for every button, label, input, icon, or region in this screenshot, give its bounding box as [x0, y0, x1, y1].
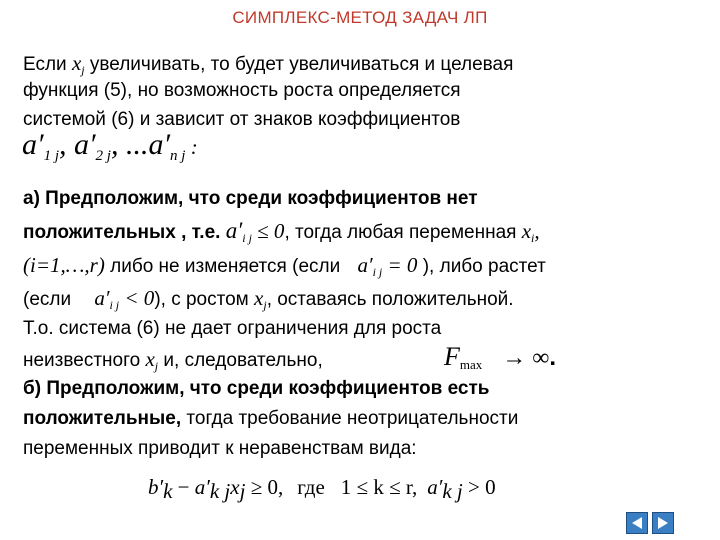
para1-line1 — [23, 52, 513, 76]
eq-zero: $a'_{i j} = 0$ — [357, 253, 418, 279]
para1-text-b: увеличивать, то будет увеличиваться и целевая — [84, 54, 514, 75]
case-a-line2 — [23, 220, 540, 244]
case-a-l6b: и, следовательно, — [158, 350, 323, 371]
case-b-line2 — [23, 408, 518, 430]
index-range: (i=1,…,r) — [23, 253, 105, 277]
case-b-tail: тогда требование неотрицательности — [181, 408, 519, 429]
case-a-heading: а) Предположим, что среди коэффициентов нет — [23, 188, 478, 209]
prev-slide-button[interactable] — [626, 512, 648, 534]
case-a-l6a: неизвестного — [23, 350, 146, 371]
var-xj-2: $x_j$ — [254, 286, 267, 312]
case-a-l4a: (если — [23, 289, 77, 310]
case-a-line5: Т.о. система (6) не дает ограничения для роста — [23, 318, 442, 339]
inequality-formula: $b'_k - a'_{k j}x_j \ge 0$, где 1 ≤ k ≤ r, $a'_{k j} > 0$ — [148, 475, 496, 503]
case-a-l4c: , оставаясь положительной. — [266, 289, 514, 310]
case-b-bold: положительные, — [23, 408, 182, 429]
case-a-l3b: ), либо растет — [417, 256, 546, 277]
var-xj-3: $x_j$ — [145, 347, 159, 373]
coefficient-list: $a'_{1 j}$, $a'_{2 j}$, $...a'_{n j}$ : — [22, 128, 198, 164]
next-slide-button[interactable] — [652, 512, 674, 534]
para1-line2: функция (5), но возможность роста определяется — [23, 80, 461, 101]
ineq-le-zero: $a'_{i j} \le 0$ — [225, 218, 285, 245]
case-a-line6 — [23, 348, 323, 372]
var-xi: $x_i$, — [521, 219, 540, 245]
slide-title: СИМПЛЕКС-МЕТОД ЗАДАЧ ЛП — [232, 8, 488, 27]
case-a-tail: , тогда любая переменная — [284, 222, 522, 243]
case-b-heading: б) Предположим, что среди коэффициентов есть — [23, 378, 490, 399]
lt-zero: $a'_{i j} < 0$ — [94, 286, 155, 312]
case-a-line4 — [23, 287, 514, 311]
case-a-l3a: либо не изменяется (если — [104, 256, 346, 277]
var-xj: $x_j$ — [71, 51, 85, 77]
para1-text-a: Если — [23, 54, 72, 75]
case-a-l4b: ), с ростом — [154, 289, 255, 310]
para1-line3: системой (6) и зависит от знаков коэффициентов — [23, 109, 461, 130]
case-a-line3 — [23, 254, 546, 278]
case-b-line3: переменных приводит к неравенствам вида: — [23, 438, 417, 459]
case-a-bold: положительных , т.е. — [23, 222, 226, 243]
arrow-left-icon — [627, 513, 647, 533]
fmax-infinity: $F_{max}$ → ∞. — [444, 342, 557, 372]
arrow-right-icon — [653, 513, 673, 533]
